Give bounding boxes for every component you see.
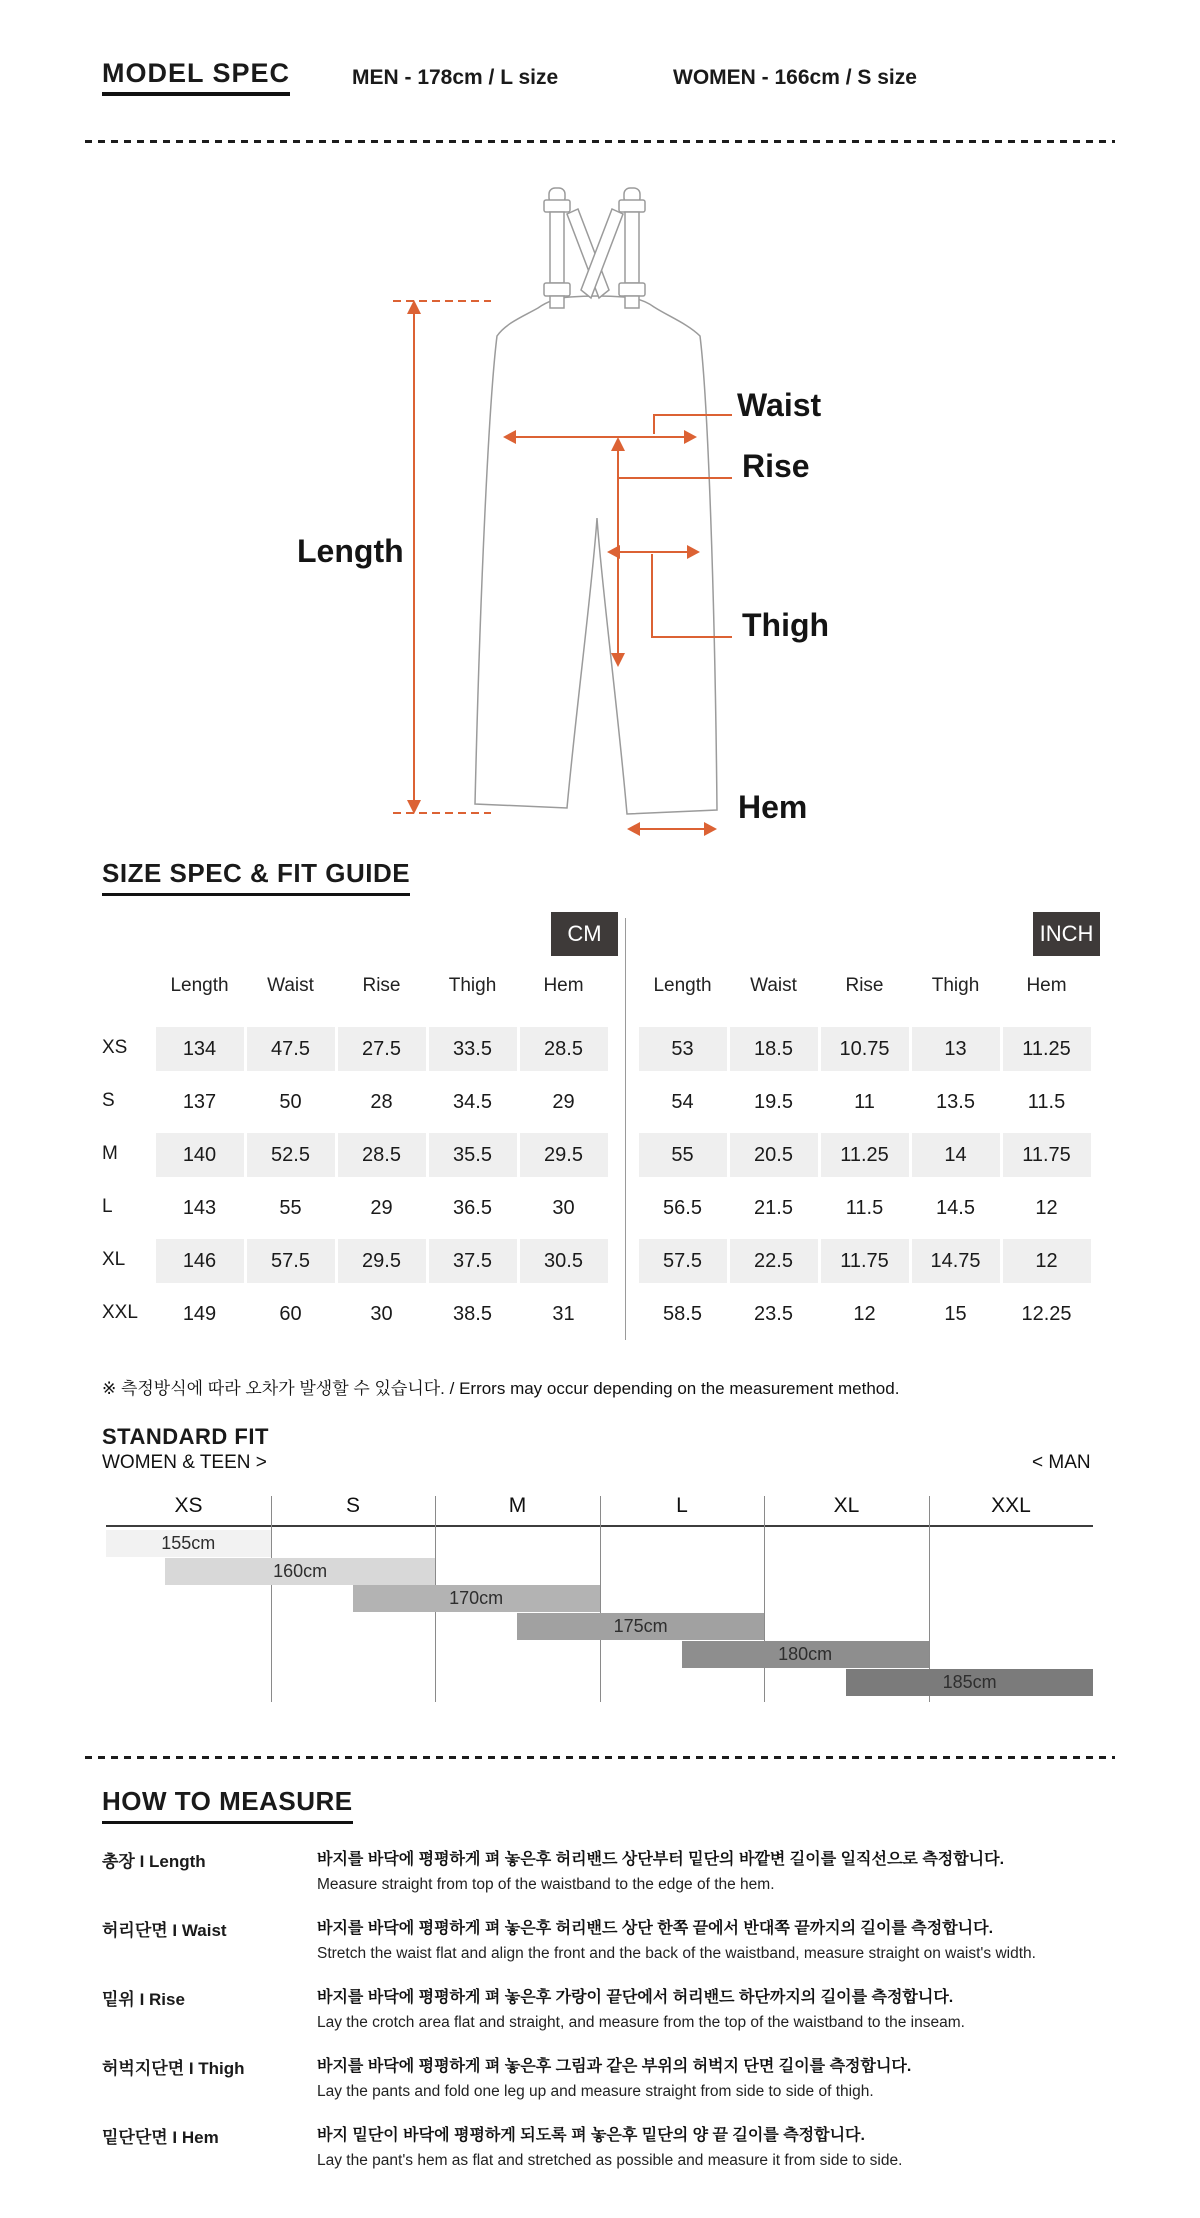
cell: 23.5 [754, 1303, 793, 1325]
size-table-inch [637, 975, 1092, 1341]
cell: 55 [279, 1197, 302, 1219]
cell: 149 [182, 1303, 217, 1325]
cell: 13 [912, 1027, 1000, 1071]
measure-desc-en: Lay the pant's hem as flat and stretched as possible and measure it from side to side. [317, 2152, 903, 2169]
cell: 21.5 [754, 1197, 793, 1219]
fit-size-label: L [676, 1494, 688, 1517]
measure-desc-en: Lay the pants and fold one leg up and measure straight from side to side of thigh. [317, 2083, 874, 2100]
measure-desc-en: Measure straight from top of the waistband to the edge of the hem. [317, 1876, 775, 1893]
cell: 36.5 [453, 1197, 492, 1219]
model-spec-men: MEN - 178cm / L size [352, 66, 559, 89]
column-header: Rise [845, 975, 884, 996]
cell: 28.5 [520, 1027, 608, 1071]
cell: 12 [1003, 1239, 1091, 1283]
waist-label: Waist [737, 387, 822, 423]
column-header: Waist [750, 975, 797, 996]
measure-row-thigh [102, 2053, 1112, 2101]
cell: 146 [156, 1239, 244, 1283]
cell: 56.5 [663, 1197, 702, 1219]
column-header: Length [653, 975, 712, 996]
cell: 29.5 [338, 1239, 426, 1283]
cm-table-header [102, 975, 609, 1023]
table-row [102, 1023, 609, 1076]
fit-bar-185cm: 185cm [846, 1669, 1093, 1696]
model-spec-women: WOMEN - 166cm / S size [673, 66, 917, 89]
cm-unit-badge: CM [551, 912, 618, 956]
table-row [102, 1076, 609, 1129]
inch-unit-badge: INCH [1033, 912, 1100, 956]
measure-label: 허리단면 I Waist [102, 1921, 227, 1940]
cell: 57.5 [247, 1239, 335, 1283]
table-row [637, 1288, 1092, 1341]
dashed-divider-top [85, 140, 1115, 143]
size-label: XL [102, 1249, 126, 1270]
cell: 11.25 [1003, 1027, 1091, 1071]
column-header: Hem [543, 975, 584, 996]
standard-fit-heading: STANDARD FIT [102, 1424, 269, 1449]
size-spec-heading: SIZE SPEC & FIT GUIDE [102, 858, 410, 896]
measure-desc-ko: 바지를 바닥에 평평하게 펴 놓은후 가랑이 끝단에서 허리밴드 하단까지의 길이를 측정합니다. [317, 1989, 954, 2006]
cell: 35.5 [429, 1133, 517, 1177]
measure-row-waist [102, 1915, 1112, 1963]
cell: 53 [639, 1027, 727, 1071]
fit-column-line [600, 1496, 601, 1702]
table-row [637, 1129, 1092, 1182]
fit-column-line [271, 1496, 272, 1702]
measure-label: 허벅지단면 I Thigh [102, 2059, 245, 2078]
measure-desc-ko: 바지를 바닥에 평평하게 펴 놓은후 허리밴드 상단 한쪽 끝에서 반대쪽 끝까지의 길이를 측정합니다. [317, 1920, 994, 1937]
column-header: Rise [362, 975, 401, 996]
measure-row-hem [102, 2122, 1112, 2170]
measure-row-rise [102, 1984, 1112, 2032]
length-label: Length [297, 533, 404, 569]
table-row [102, 1235, 609, 1288]
column-header: Hem [1026, 975, 1067, 996]
cell: 30.5 [520, 1239, 608, 1283]
cell: 29 [370, 1197, 393, 1219]
cell: 27.5 [338, 1027, 426, 1071]
hem-arrow [627, 822, 717, 836]
table-row [637, 1076, 1092, 1129]
table-row [102, 1129, 609, 1182]
column-header: Thigh [448, 975, 497, 996]
cell: 20.5 [730, 1133, 818, 1177]
cell: 11 [854, 1091, 875, 1113]
cell: 11.5 [845, 1197, 884, 1219]
measure-desc-en: Lay the crotch area flat and straight, and measure from the top of the waistband to the inseam. [317, 2014, 965, 2031]
cell: 31 [552, 1303, 575, 1325]
fit-bar-175cm: 175cm [517, 1613, 764, 1640]
cell: 19.5 [754, 1091, 793, 1113]
cell: 29.5 [520, 1133, 608, 1177]
hem-label: Hem [738, 789, 808, 825]
measure-label: 총장 I Length [102, 1852, 206, 1871]
size-label: L [102, 1196, 113, 1217]
measure-list [102, 1846, 1112, 2191]
standard-fit-chart [106, 1492, 1093, 1708]
measure-desc-ko: 바지 밑단이 바닥에 평평하게 되도록 펴 놓은후 밑단의 양 끝 길이를 측정합니다. [317, 2127, 865, 2144]
table-row [637, 1235, 1092, 1288]
size-label: XXL [102, 1302, 138, 1323]
cell: 11.5 [1027, 1091, 1066, 1113]
pants-measurement-diagram [0, 150, 1200, 850]
cell: 28.5 [338, 1133, 426, 1177]
cell: 38.5 [453, 1303, 492, 1325]
cell: 11.25 [821, 1133, 909, 1177]
cell: 47.5 [247, 1027, 335, 1071]
fit-bar-180cm: 180cm [682, 1641, 929, 1668]
size-label: M [102, 1143, 118, 1164]
cell: 11.75 [1003, 1133, 1091, 1177]
cell: 60 [279, 1303, 302, 1325]
table-row [102, 1182, 609, 1235]
measure-row-length [102, 1846, 1112, 1894]
measure-label: 밑단단면 I Hem [102, 2128, 219, 2147]
cell: 37.5 [429, 1239, 517, 1283]
cell: 11.75 [821, 1239, 909, 1283]
dashed-divider-bottom [85, 1756, 1115, 1759]
column-header: Thigh [931, 975, 980, 996]
measure-desc-ko: 바지를 바닥에 평평하게 펴 놓은후 그림과 같은 부위의 허벅지 단면 길이를 측정합니다. [317, 2058, 912, 2075]
rise-label: Rise [742, 448, 810, 484]
cell: 30 [370, 1303, 393, 1325]
cell: 140 [156, 1133, 244, 1177]
table-row [637, 1182, 1092, 1235]
cell: 28 [370, 1091, 393, 1113]
thigh-label: Thigh [742, 607, 830, 643]
cell: 50 [279, 1091, 302, 1113]
pants-outline [475, 188, 717, 814]
size-label: S [102, 1090, 115, 1111]
table-divider [625, 918, 626, 1340]
table-row [102, 1288, 609, 1341]
cell: 13.5 [936, 1091, 975, 1113]
measurement-note: ※ 측정방식에 따라 오차가 발생할 수 있습니다. / Errors may occur depending on the measurement method. [102, 1379, 900, 1398]
fit-bar-155cm: 155cm [106, 1530, 271, 1557]
cell: 29 [552, 1091, 575, 1113]
fit-bar-170cm: 170cm [353, 1585, 600, 1612]
cell: 55 [639, 1133, 727, 1177]
measure-desc-ko: 바지를 바닥에 평평하게 펴 놓은후 허리밴드 상단부터 밑단의 바깥변 길이를 일직선으로 측정합니다. [317, 1851, 1005, 1868]
cell: 12 [1035, 1197, 1058, 1219]
cell: 10.75 [821, 1027, 909, 1071]
cell: 57.5 [639, 1239, 727, 1283]
table-row [637, 1023, 1092, 1076]
fit-size-label: XXL [991, 1494, 1031, 1517]
cell: 54 [671, 1091, 694, 1113]
fit-column-line [764, 1496, 765, 1702]
inch-table-header [637, 975, 1092, 1023]
size-label: XS [102, 1037, 128, 1058]
cell: 14 [912, 1133, 1000, 1177]
fit-size-label: XS [174, 1494, 203, 1517]
fit-bar-160cm: 160cm [165, 1558, 435, 1585]
fit-size-label: XL [833, 1494, 860, 1517]
fit-size-label: M [508, 1494, 527, 1517]
cell: 12.25 [1021, 1303, 1072, 1325]
cell: 22.5 [730, 1239, 818, 1283]
fit-size-label: S [345, 1494, 360, 1517]
column-header: Length [170, 975, 229, 996]
cell: 33.5 [429, 1027, 517, 1071]
cell: 34.5 [453, 1091, 492, 1113]
fit-man-label: < MAN [1032, 1452, 1091, 1473]
cell: 137 [182, 1091, 217, 1113]
cell: 15 [944, 1303, 967, 1325]
measure-desc-en: Stretch the waist flat and align the front and the back of the waistband, measure straight on waist's width. [317, 1945, 1036, 1962]
fit-women-teen-label: WOMEN & TEEN > [102, 1452, 267, 1473]
cell: 143 [182, 1197, 217, 1219]
cell: 14.75 [912, 1239, 1000, 1283]
cell: 14.5 [936, 1197, 975, 1219]
how-to-measure-heading: HOW TO MEASURE [102, 1786, 353, 1824]
cell: 134 [156, 1027, 244, 1071]
page-title: MODEL SPEC [102, 58, 290, 96]
cell: 58.5 [663, 1303, 702, 1325]
column-header: Waist [267, 975, 314, 996]
cell: 18.5 [730, 1027, 818, 1071]
cell: 30 [552, 1197, 575, 1219]
cell: 52.5 [247, 1133, 335, 1177]
cell: 12 [853, 1303, 876, 1325]
size-table-cm [102, 975, 609, 1341]
measure-label: 밑위 I Rise [102, 1990, 185, 2009]
